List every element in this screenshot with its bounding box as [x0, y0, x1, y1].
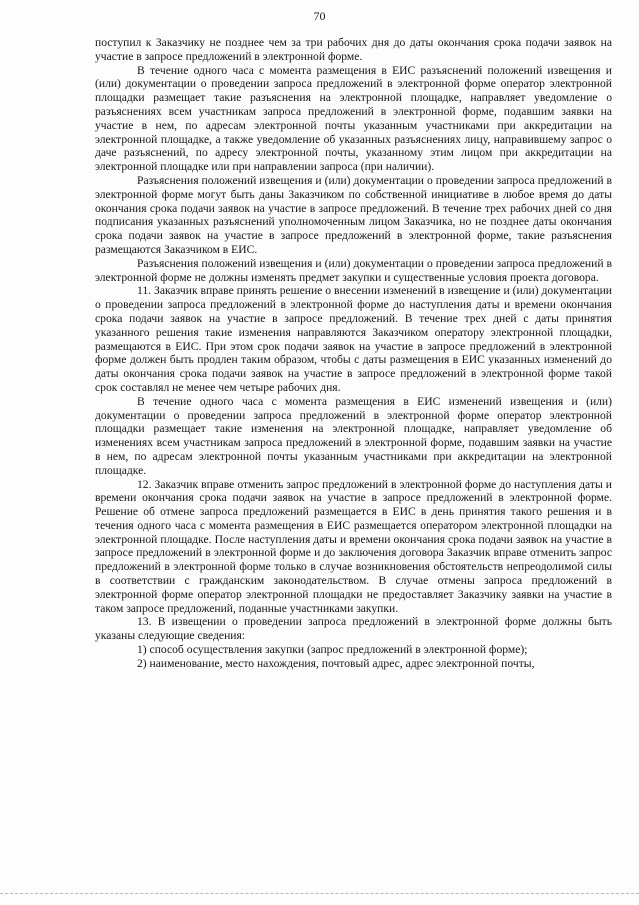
list-item-2: 2) наименование, место нахождения, почтовый адрес, адрес электронной почты, — [137, 656, 535, 670]
paragraph-clause-13: 13. В извещении о проведении запроса предложений в электронной форме должны быть указаны следующие сведения: — [95, 615, 612, 643]
paragraph-changes-publication: В течение одного часа с момента размещения в ЕИС изменений извещения и (или) документации о проведении запроса предложений в электронной форме оператор электронной площадки размещает такие изменения на электронной площадке, направляет уведомление об изменениях всем участникам запроса предложений в электронной форме, подавшим заявки на участие в нем, по адресам электронной почты указанным участниками при аккредитации на электронной площадке. — [95, 394, 612, 477]
list-item-1: 1) способ осуществления закупки (запрос предложений в электронной форме); — [137, 643, 528, 657]
paragraph-clause-11: 11. Заказчик вправе принять решение о внесении изменений в извещение и (или) документации о проведении запроса предложений в электронной форме до наступления даты и времени окончания срока подачи заявок на участие в запросе предложений. В течение трех дней с даты принятия указанного решения такие изменения направляются Заказчиком оператору электронной площадки, размещаются в ЕИС. При этом срок подачи заявок на участие в запросе предложений в электронной форме должен быть продлен таким образом, чтобы с даты размещения в ЕИС указанных изменений до даты окончания срока подачи заявок на участие в запросе предложений в электронной форме такой срок составлял не менее чем четыре рабочих дня. — [95, 284, 612, 394]
paragraph-clause-12: 12. Заказчик вправе отменить запрос предложений в электронной форме до наступления даты и времени окончания срока подачи заявок на участие в запросе предложений в электронной форме. Решение об отмене запроса предложений размещается в ЕИС в день принятия такого решения и в течения одного часа с момента размещения в ЕИС размещается оператором электронной площадки на электронной площадке. После наступления даты и времени окончания срока подачи заявок на участие в запросе предложений в электронной форме и до заключения договора Заказчик вправе отменить запрос предложений в электронной форме только в случае возникновения обстоятельств непреодолимой силы в соответствии с гражданским законодательством. В случае отмены запроса предложений в электронной форме оператор электронной площадки не предоставляет Заказчику заявки на участие в таком запросе предложений, поданные участниками закупки. — [95, 477, 612, 615]
paragraph-continuation: поступил к Заказчику не позднее чем за три рабочих дня до даты окончания срока подачи заявок на участие в запросе предложений в электронной форме. — [95, 36, 612, 63]
document-body — [95, 36, 612, 671]
page-bottom-edge — [0, 893, 639, 894]
paragraph-clarifications-initiative: Разъяснения положений извещения и (или) документации о проведении запроса предложений в электронной форме могут быть даны Заказчиком по собственной инициативе в любое время до даты окончания срока подачи заявок на участие в запросе предложений. В течение трех рабочих дней со дня подписания указанных разъяснений уполномоченным лицом Заказчика, но не позднее даты окончания срока подачи заявок на участие в запросе предложений в электронной форме, такие разъяснения размещаются Заказчиком в ЕИС. — [95, 173, 612, 256]
paragraph-clarifications-publication: В течение одного часа с момента размещения в ЕИС разъяснений положений извещения и (или) документации о проведении запроса предложений в электронной форме оператор электронной площадки размещает такие разъяснения на электронной площадке, направляет уведомление о разъяснениях всем участникам запроса предложений в электронной форме, подавшим заявки на участие в нем, по адресам электронной почты указанным участниками при аккредитации на электронной площадке, а также уведомление об указанных разъяснениях лицу, направившему запрос о даче разъяснений, по адресу электронной почты, указанному этим лицом при аккредитации на электронной площадке или при направлении запроса (при наличии). — [95, 63, 612, 174]
paragraph-clarifications-limits: Разъяснения положений извещения и (или) документации о проведении запроса предложений в электронной форме не должны изменять предмет закупки и существенные условия проекта договора. — [95, 256, 612, 284]
page-number: 70 — [313, 9, 326, 23]
